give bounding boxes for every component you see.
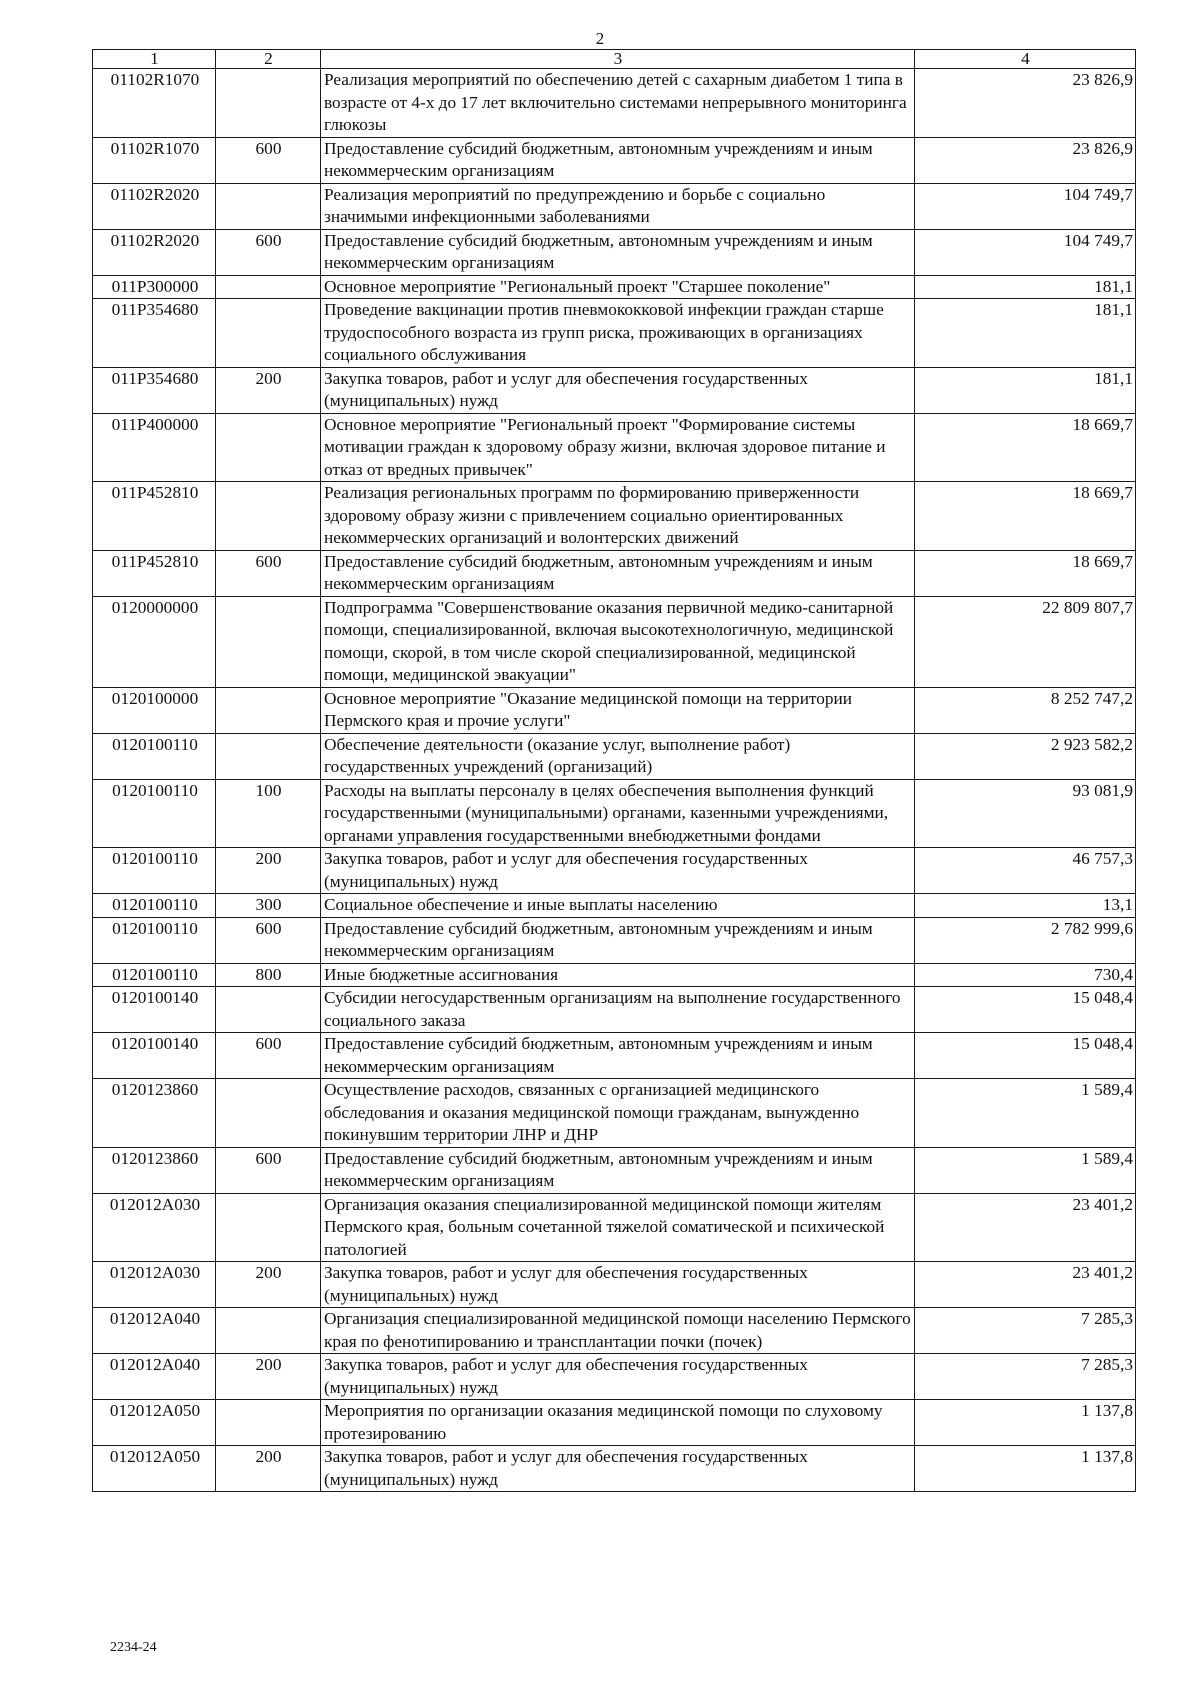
cell-amount: 1 589,4 <box>915 1147 1136 1193</box>
cell-amount: 23 826,9 <box>915 137 1136 183</box>
cell-amount: 104 749,7 <box>915 183 1136 229</box>
table-row <box>93 894 1136 918</box>
cell-name: Закупка товаров, работ и услуг для обеспечения государственных (муниципальных) нужд <box>321 1446 915 1492</box>
cell-expense-type: 200 <box>216 1354 321 1400</box>
cell-name: Основное мероприятие "Региональный проект "Старшее поколение" <box>321 275 915 299</box>
cell-expense-type <box>216 687 321 733</box>
table-row <box>93 1033 1136 1079</box>
table-row <box>93 1308 1136 1354</box>
cell-amount: 7 285,3 <box>915 1354 1136 1400</box>
cell-code: 012012А040 <box>93 1354 216 1400</box>
cell-expense-type <box>216 1308 321 1354</box>
cell-amount: 23 401,2 <box>915 1262 1136 1308</box>
table-row <box>93 963 1136 987</box>
cell-amount: 1 137,8 <box>915 1400 1136 1446</box>
cell-expense-type: 200 <box>216 848 321 894</box>
cell-amount: 181,1 <box>915 367 1136 413</box>
cell-amount: 8 252 747,2 <box>915 687 1136 733</box>
cell-expense-type <box>216 1079 321 1148</box>
table-row <box>93 137 1136 183</box>
table-row <box>93 1400 1136 1446</box>
cell-expense-type <box>216 1193 321 1262</box>
header-expense-type: 2 <box>216 50 321 69</box>
cell-amount: 18 669,7 <box>915 482 1136 551</box>
table-row <box>93 550 1136 596</box>
cell-amount: 22 809 807,7 <box>915 596 1136 687</box>
table-row <box>93 687 1136 733</box>
cell-code: 011P300000 <box>93 275 216 299</box>
cell-amount: 93 081,9 <box>915 779 1136 848</box>
cell-name: Проведение вакцинации против пневмококковой инфекции граждан старше трудоспособного возраста из групп риска, проживающих в организациях социального обслуживания <box>321 299 915 368</box>
table-row <box>93 183 1136 229</box>
table-row <box>93 1262 1136 1308</box>
cell-name: Предоставление субсидий бюджетным, автономным учреждениям и иным некоммерческим организациям <box>321 1033 915 1079</box>
table-row <box>93 987 1136 1033</box>
cell-amount: 15 048,4 <box>915 987 1136 1033</box>
table-row <box>93 733 1136 779</box>
cell-amount: 2 782 999,6 <box>915 917 1136 963</box>
cell-name: Осуществление расходов, связанных с организацией медицинского обследования и оказания медицинской помощи гражданам, вынужденно покинувшим территории ЛНР и ДНР <box>321 1079 915 1148</box>
cell-amount: 23 401,2 <box>915 1193 1136 1262</box>
cell-name: Предоставление субсидий бюджетным, автономным учреждениям и иным некоммерческим организациям <box>321 229 915 275</box>
table-row <box>93 413 1136 482</box>
cell-expense-type: 200 <box>216 1262 321 1308</box>
budget-table <box>92 49 1136 1492</box>
cell-name: Предоставление субсидий бюджетным, автономным учреждениям и иным некоммерческим организациям <box>321 137 915 183</box>
cell-name: Основное мероприятие "Оказание медицинской помощи на территории Пермского края и прочие услуги" <box>321 687 915 733</box>
header-amount: 4 <box>915 50 1136 69</box>
cell-expense-type: 600 <box>216 229 321 275</box>
cell-code: 0120100000 <box>93 687 216 733</box>
cell-code: 0120100110 <box>93 894 216 918</box>
cell-amount: 46 757,3 <box>915 848 1136 894</box>
cell-name: Предоставление субсидий бюджетным, автономным учреждениям и иным некоммерческим организациям <box>321 917 915 963</box>
cell-amount: 2 923 582,2 <box>915 733 1136 779</box>
cell-code: 0120100110 <box>93 733 216 779</box>
cell-code: 011P400000 <box>93 413 216 482</box>
table-row <box>93 1354 1136 1400</box>
cell-expense-type <box>216 987 321 1033</box>
cell-code: 0120100110 <box>93 779 216 848</box>
table-row <box>93 275 1136 299</box>
table-row <box>93 299 1136 368</box>
cell-code: 011P354680 <box>93 367 216 413</box>
table-body <box>93 69 1136 1492</box>
cell-expense-type <box>216 275 321 299</box>
cell-name: Организация специализированной медицинской помощи населению Пермского края по фенотипированию и трансплантации почки (почек) <box>321 1308 915 1354</box>
header-code: 1 <box>93 50 216 69</box>
cell-code: 012012А050 <box>93 1400 216 1446</box>
table-row <box>93 1079 1136 1148</box>
cell-amount: 181,1 <box>915 275 1136 299</box>
cell-code: 012012А030 <box>93 1193 216 1262</box>
cell-expense-type: 600 <box>216 550 321 596</box>
cell-name: Мероприятия по организации оказания медицинской помощи по слуховому протезированию <box>321 1400 915 1446</box>
cell-expense-type <box>216 596 321 687</box>
cell-code: 01102R1070 <box>93 137 216 183</box>
cell-code: 0120100110 <box>93 848 216 894</box>
cell-code: 011P354680 <box>93 299 216 368</box>
cell-code: 011P452810 <box>93 550 216 596</box>
cell-expense-type: 100 <box>216 779 321 848</box>
cell-amount: 18 669,7 <box>915 550 1136 596</box>
cell-name: Подпрограмма "Совершенствование оказания первичной медико-санитарной помощи, специализированной, включая высокотехнологичную, медицинской помощи, скорой, в том числе скорой специализированной, медицинской помощи, медицинской эвакуации" <box>321 596 915 687</box>
cell-name: Реализация мероприятий по предупреждению и борьбе с социально значимыми инфекционными заболеваниями <box>321 183 915 229</box>
page-number: 2 <box>595 29 605 48</box>
cell-name: Предоставление субсидий бюджетным, автономным учреждениям и иным некоммерческим организациям <box>321 550 915 596</box>
cell-code: 0120100140 <box>93 1033 216 1079</box>
cell-expense-type: 200 <box>216 1446 321 1492</box>
cell-amount: 730,4 <box>915 963 1136 987</box>
cell-name: Предоставление субсидий бюджетным, автономным учреждениям и иным некоммерческим организациям <box>321 1147 915 1193</box>
cell-expense-type: 800 <box>216 963 321 987</box>
cell-expense-type <box>216 69 321 138</box>
table-row <box>93 779 1136 848</box>
cell-expense-type: 600 <box>216 1147 321 1193</box>
cell-code: 0120000000 <box>93 596 216 687</box>
table-row <box>93 1446 1136 1492</box>
cell-expense-type <box>216 733 321 779</box>
cell-code: 01102R2020 <box>93 229 216 275</box>
cell-expense-type: 600 <box>216 1033 321 1079</box>
cell-name: Обеспечение деятельности (оказание услуг, выполнение работ) государственных учреждений (организаций) <box>321 733 915 779</box>
cell-amount: 7 285,3 <box>915 1308 1136 1354</box>
cell-code: 0120100140 <box>93 987 216 1033</box>
cell-name: Закупка товаров, работ и услуг для обеспечения государственных (муниципальных) нужд <box>321 848 915 894</box>
table-row <box>93 596 1136 687</box>
cell-name: Реализация региональных программ по формированию приверженности здоровому образу жизни с привлечением социально ориентированных некоммерческих организаций и волонтерских движений <box>321 482 915 551</box>
cell-name: Социальное обеспечение и иные выплаты населению <box>321 894 915 918</box>
cell-name: Закупка товаров, работ и услуг для обеспечения государственных (муниципальных) нужд <box>321 1354 915 1400</box>
cell-code: 01102R1070 <box>93 69 216 138</box>
cell-expense-type <box>216 413 321 482</box>
table-header-row <box>93 50 1136 69</box>
cell-expense-type <box>216 482 321 551</box>
table-row <box>93 482 1136 551</box>
cell-amount: 181,1 <box>915 299 1136 368</box>
table-row <box>93 367 1136 413</box>
cell-amount: 15 048,4 <box>915 1033 1136 1079</box>
cell-name: Закупка товаров, работ и услуг для обеспечения государственных (муниципальных) нужд <box>321 1262 915 1308</box>
cell-amount: 104 749,7 <box>915 229 1136 275</box>
table-row <box>93 917 1136 963</box>
header-name: 3 <box>321 50 915 69</box>
cell-code: 012012А040 <box>93 1308 216 1354</box>
cell-expense-type: 300 <box>216 894 321 918</box>
cell-expense-type <box>216 299 321 368</box>
table-row <box>93 69 1136 138</box>
cell-name: Реализация мероприятий по обеспечению детей с сахарным диабетом 1 типа в возрасте от 4-х до 17 лет включительно системами непрерывного мониторинга глюкозы <box>321 69 915 138</box>
cell-amount: 18 669,7 <box>915 413 1136 482</box>
cell-code: 012012А030 <box>93 1262 216 1308</box>
cell-code: 0120100110 <box>93 917 216 963</box>
cell-code: 0120123860 <box>93 1147 216 1193</box>
table-row <box>93 1147 1136 1193</box>
cell-code: 0120123860 <box>93 1079 216 1148</box>
cell-code: 012012А050 <box>93 1446 216 1492</box>
cell-expense-type: 600 <box>216 137 321 183</box>
cell-name: Субсидии негосударственным организациям на выполнение государственного социального заказа <box>321 987 915 1033</box>
cell-expense-type <box>216 183 321 229</box>
cell-code: 0120100110 <box>93 963 216 987</box>
cell-name: Основное мероприятие "Региональный проект "Формирование системы мотивации граждан к здоровому образу жизни, включая здоровое питание и отказ от вредных привычек" <box>321 413 915 482</box>
cell-name: Организация оказания специализированной медицинской помощи жителям Пермского края, больным сочетанной тяжелой соматической и психической патологией <box>321 1193 915 1262</box>
cell-amount: 23 826,9 <box>915 69 1136 138</box>
cell-expense-type <box>216 1400 321 1446</box>
table-row <box>93 848 1136 894</box>
cell-name: Расходы на выплаты персоналу в целях обеспечения выполнения функций государственными (муниципальными) органами, казенными учреждениями, органами управления государственными внебюджетными фондами <box>321 779 915 848</box>
cell-expense-type: 600 <box>216 917 321 963</box>
cell-name: Закупка товаров, работ и услуг для обеспечения государственных (муниципальных) нужд <box>321 367 915 413</box>
cell-name: Иные бюджетные ассигнования <box>321 963 915 987</box>
table-row <box>93 229 1136 275</box>
cell-expense-type: 200 <box>216 367 321 413</box>
cell-amount: 1 589,4 <box>915 1079 1136 1148</box>
cell-amount: 13,1 <box>915 894 1136 918</box>
table-row <box>93 1193 1136 1262</box>
cell-amount: 1 137,8 <box>915 1446 1136 1492</box>
document-code: 2234-24 <box>110 1640 157 1655</box>
cell-code: 01102R2020 <box>93 183 216 229</box>
cell-code: 011P452810 <box>93 482 216 551</box>
